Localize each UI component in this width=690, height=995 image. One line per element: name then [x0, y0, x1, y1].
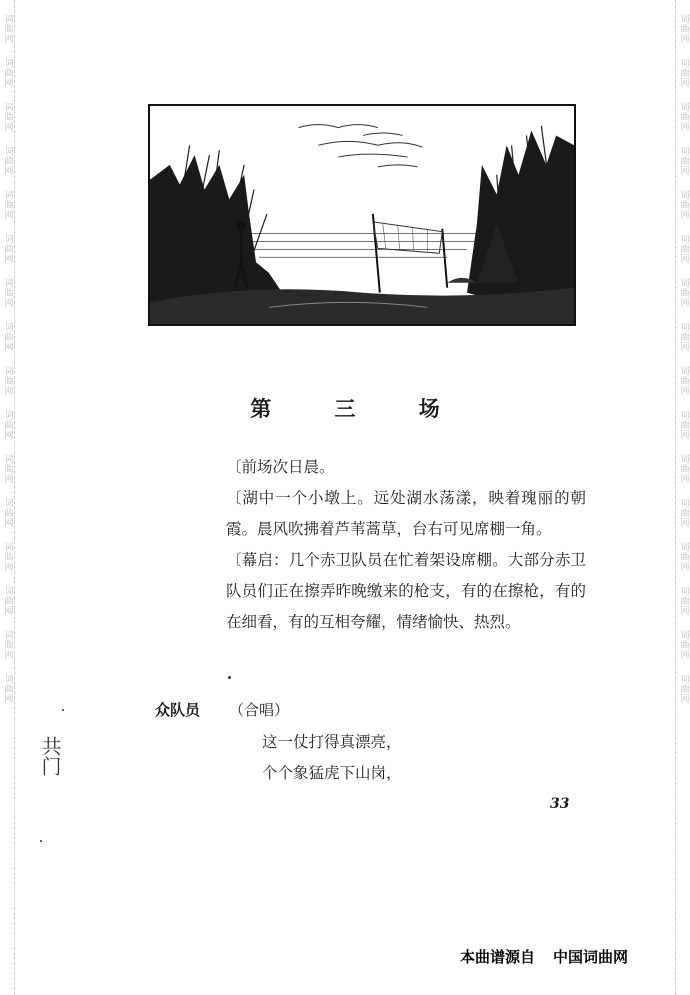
scene-title: 第 三 场: [250, 397, 468, 421]
watermark-text: 词曲网: [678, 366, 689, 396]
left-watermark-strip: [0, 0, 15, 995]
watermark-text: 词曲网: [678, 542, 689, 572]
watermark-text: 词曲网: [2, 322, 13, 352]
watermark-text: 词曲网: [2, 630, 13, 660]
watermark-text: 词曲网: [2, 366, 13, 396]
watermark-text: 词曲网: [2, 278, 13, 308]
watermark-text: 词曲网: [678, 674, 689, 704]
lyric-line: 个个象猛虎下山岗，: [262, 764, 402, 782]
direction-line: 〔湖中一个小墩上。远处湖水荡漾，映着瑰丽的朝霞。晨风吹拂着芦苇蒿草，台右可见席棚一角。: [226, 489, 586, 538]
speaker-note: （合唱）: [229, 701, 290, 719]
watermark-text: 词曲网: [2, 102, 13, 132]
speaker-name: 众队员: [155, 701, 201, 719]
watermark-text: 词曲网: [678, 586, 689, 616]
watermark-text: 词曲网: [678, 454, 689, 484]
watermark-text: 词曲网: [678, 322, 689, 352]
watermark-text: 词曲网: [2, 498, 13, 528]
watermark-text: 词曲网: [678, 234, 689, 264]
margin-scribble: 共门: [38, 736, 62, 776]
watermark-text: 词曲网: [678, 630, 689, 660]
watermark-text: 词曲网: [678, 102, 689, 132]
ink-speck: [228, 676, 231, 679]
watermark-text: 词曲网: [2, 234, 13, 264]
watermark-text: 词曲网: [678, 498, 689, 528]
lyric-line: 这一仗打得真漂亮，: [262, 733, 402, 751]
watermark-text: 词曲网: [678, 278, 689, 308]
watermark-text: 词曲网: [2, 14, 13, 44]
watermark-text: 词曲网: [2, 454, 13, 484]
watermark-text: 词曲网: [2, 58, 13, 88]
page-number: 33: [550, 796, 570, 812]
watermark-text: 词曲网: [2, 190, 13, 220]
direction-line: 〔前场次日晨。: [226, 458, 335, 476]
watermark-text: 词曲网: [678, 410, 689, 440]
watermark-text: 词曲网: [2, 146, 13, 176]
source-footer: [460, 946, 628, 967]
source-site: 中国词曲网: [553, 948, 629, 966]
watermark-text: 词曲网: [2, 542, 13, 572]
watermark-text: 词曲网: [2, 410, 13, 440]
watermark-text: 词曲网: [678, 58, 689, 88]
right-watermark-strip: [675, 0, 690, 995]
direction-line: 〔幕启：几个赤卫队员在忙着架设席棚。大部分赤卫队员们正在擦弄昨晚缴来的枪支，有的在擦枪，有的在细看，有的互相夸耀，情绪愉快、热烈。: [226, 551, 586, 631]
source-label: 本曲谱源自: [460, 948, 536, 966]
watermark-text: 词曲网: [2, 674, 13, 704]
watermark-text: 词曲网: [2, 586, 13, 616]
watermark-text: 词曲网: [678, 190, 689, 220]
stage-directions: [226, 452, 586, 638]
ink-speck: [40, 840, 42, 842]
watermark-text: 词曲网: [678, 14, 689, 44]
watermark-text: 词曲网: [678, 146, 689, 176]
lake-reeds-woodcut: [150, 106, 574, 324]
scene-illustration: [148, 104, 576, 326]
ink-speck: [62, 709, 64, 711]
